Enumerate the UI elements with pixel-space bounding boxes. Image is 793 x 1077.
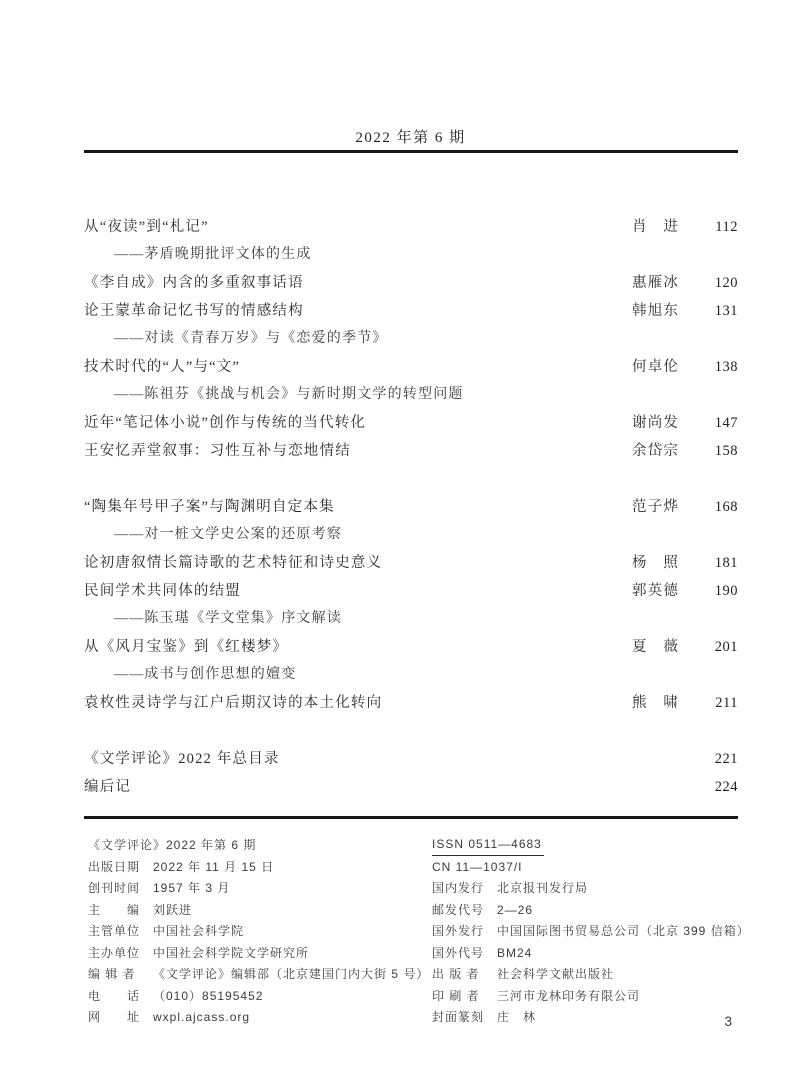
colophon-row-label: 主办单位 xyxy=(88,945,141,960)
page-number: 3 xyxy=(724,1014,732,1029)
toc-entry-row xyxy=(84,353,738,381)
toc-entry-title: 从“夜读”到“札记” xyxy=(84,219,209,235)
toc-entry-subtitle: ——陈祖芬《挑战与机会》与新时期文学的转型问题 xyxy=(114,387,464,402)
toc-entry-page-number: 131 xyxy=(714,303,738,319)
toc-entry-row xyxy=(84,577,738,605)
colophon-row xyxy=(88,986,432,1008)
toc-entry-author: 夏 薇 xyxy=(632,639,680,655)
toc-entry-subtitle-row xyxy=(84,521,738,549)
toc-entry-page-number: 138 xyxy=(714,359,738,375)
toc-entry-title: 从《风月宝鉴》到《红楼梦》 xyxy=(84,639,289,655)
toc-entry-row xyxy=(84,689,738,717)
toc-entry-page-number: 112 xyxy=(715,219,738,235)
toc-entry-row xyxy=(84,745,738,773)
toc-entry-page-number: 224 xyxy=(714,779,738,795)
colophon-issue-line: 《文学评论》2022 年第 6 期 xyxy=(88,838,257,852)
toc-entry-page-number: 201 xyxy=(714,639,738,655)
toc-entry-page-number: 158 xyxy=(714,443,738,459)
toc-entry-row xyxy=(84,437,738,465)
colophon-row-label: 出版日期 xyxy=(88,859,141,874)
colophon-row-label: 邮发代号 xyxy=(432,902,485,917)
toc-entry-row xyxy=(84,409,738,437)
toc-entry-page-number: 190 xyxy=(714,583,738,599)
toc-entry-author: 范子烨 xyxy=(632,499,680,515)
colophon-row-value: 2022 年 11 月 15 日 xyxy=(153,859,275,874)
toc-entry-author: 谢尚发 xyxy=(632,415,680,431)
colophon-row xyxy=(432,986,750,1008)
toc-entry-row xyxy=(84,297,738,325)
colophon-row-value: 中国国际图书贸易总公司（北京 399 信箱） xyxy=(497,924,750,938)
toc-entry-author: 余岱宗 xyxy=(632,443,680,459)
colophon-left-column xyxy=(88,835,432,1029)
toc-entry-title: 民间学术共同体的结盟 xyxy=(84,583,241,599)
colophon-row xyxy=(88,943,432,965)
toc-entry-author: 韩旭东 xyxy=(632,303,680,319)
toc-entry-title: 王安忆弄堂叙事：习性互补与恋地情结 xyxy=(84,443,351,459)
toc-entry-page-number: 221 xyxy=(714,751,738,767)
cn-number: CN 11—1037/I xyxy=(432,859,523,874)
colophon-row xyxy=(432,943,750,965)
toc-entry-author: 何卓伦 xyxy=(632,359,680,375)
colophon-row-label: 电 话 xyxy=(88,988,141,1003)
colophon-row-value: （010）85195452 xyxy=(153,988,264,1003)
toc-entry-subtitle-row xyxy=(84,381,738,409)
colophon-row-label: 主 编 xyxy=(88,902,141,917)
toc-entry-subtitle: ——对读《青春万岁》与《恋爱的季节》 xyxy=(114,331,388,346)
colophon-row-label: 创刊时间 xyxy=(88,881,141,895)
colophon-row-label: 封面篆刻 xyxy=(432,1010,485,1024)
colophon-rule xyxy=(84,816,738,819)
toc-entry-title: 技术时代的“人”与“文” xyxy=(84,359,241,375)
colophon-row xyxy=(432,964,750,986)
colophon-row-value: 北京报刊发行局 xyxy=(497,881,589,895)
colophon-row-value: 刘跃进 xyxy=(153,902,193,917)
colophon-row-value: 社会科学文献出版社 xyxy=(497,967,615,981)
toc-entry-row xyxy=(84,213,738,241)
toc-entry-author: 杨 照 xyxy=(632,555,680,571)
toc-entry-author: 郭英德 xyxy=(632,583,680,599)
toc-entry-subtitle: ——成书与创作思想的嬗变 xyxy=(114,667,297,682)
toc-entry-subtitle: ——陈玉璂《学文堂集》序文解读 xyxy=(114,611,342,626)
colophon-right-rows xyxy=(432,878,750,1029)
toc-entry-row xyxy=(84,549,738,577)
toc-entry-subtitle: ——对一桩文学史公案的还原考察 xyxy=(114,527,342,542)
colophon-row xyxy=(88,1007,432,1029)
toc-entry-title: 论初唐叙情长篇诗歌的艺术特征和诗史意义 xyxy=(84,555,383,571)
colophon-row-value: wxpl.ajcass.org xyxy=(153,1010,251,1024)
issn-number: ISSN 0511—4683 xyxy=(432,835,544,856)
colophon-row xyxy=(88,964,432,986)
toc-entry-row xyxy=(84,633,738,661)
toc-entry-author: 惠雁冰 xyxy=(632,275,680,291)
colophon-row-label: 国外代号 xyxy=(432,945,485,960)
colophon-row xyxy=(88,900,432,922)
toc-entry-page-number: 168 xyxy=(714,499,738,515)
colophon-row-label: 网 址 xyxy=(88,1010,141,1024)
toc-entry-title: 《李自成》内含的多重叙事话语 xyxy=(84,275,304,291)
colophon-row-value: 三河市龙林印务有限公司 xyxy=(497,988,641,1003)
toc-entry-subtitle-row xyxy=(84,325,738,353)
colophon-row xyxy=(88,921,432,943)
toc-entry-row xyxy=(84,493,738,521)
toc-entry-title: 袁枚性灵诗学与江户后期汉诗的本土化转向 xyxy=(84,695,383,711)
toc-entry-subtitle-row xyxy=(84,241,738,269)
colophon-row xyxy=(432,900,750,922)
toc-entry-page-number: 147 xyxy=(714,415,738,431)
colophon-row-label: 国外发行 xyxy=(432,924,485,938)
colophon-row xyxy=(432,1007,750,1029)
issue-header: 2022 年第 6 期 xyxy=(355,130,466,146)
toc-entry-page-number: 120 xyxy=(714,275,738,291)
colophon-row-label: 印 刷 者 xyxy=(432,988,480,1003)
colophon-row-value: 庄 林 xyxy=(497,1010,537,1024)
colophon-row xyxy=(432,921,750,943)
colophon-row-value: 中国社会科学院文学研究所 xyxy=(153,945,310,960)
colophon-right-column xyxy=(432,835,750,1029)
issn-line xyxy=(432,835,750,857)
colophon-row-value: BM24 xyxy=(497,945,533,960)
colophon-row-label: 主管单位 xyxy=(88,924,141,938)
colophon-row-value: 中国社会科学院 xyxy=(153,924,245,938)
toc-entry-row xyxy=(84,773,738,801)
colophon-row-label: 编 辑 者 xyxy=(88,967,136,981)
colophon-row-value: 《文学评论》编辑部（北京建国门内大街 5 号） xyxy=(153,967,430,981)
toc-entry-author: 肖 进 xyxy=(632,219,680,235)
colophon-row xyxy=(88,878,432,900)
colophon-row xyxy=(88,857,432,879)
toc-entry-title: “陶集年号甲子案”与陶渊明自定本集 xyxy=(84,499,335,515)
toc-entry-title: 编后记 xyxy=(84,779,132,795)
toc-entry-page-number: 211 xyxy=(715,695,738,711)
colophon-row xyxy=(432,878,750,900)
toc-entry-title: 近年“笔记体小说”创作与传统的当代转化 xyxy=(84,415,367,431)
toc-entry-author: 熊 啸 xyxy=(632,695,680,711)
toc-entry-row xyxy=(84,269,738,297)
colophon-row-label: 国内发行 xyxy=(432,881,485,895)
colophon-row-value: 1957 年 3 月 xyxy=(153,881,231,895)
header-rule xyxy=(84,150,738,153)
colophon-left-rows xyxy=(88,857,432,1029)
toc-entry-title: 论王蒙革命记忆书写的情感结构 xyxy=(84,303,304,319)
toc-entry-subtitle: ——茅盾晚期批评文体的生成 xyxy=(114,247,312,262)
toc-entry-page-number: 181 xyxy=(714,555,738,571)
toc-entry-subtitle-row xyxy=(84,605,738,633)
colophon xyxy=(88,835,750,1029)
toc-list xyxy=(84,213,738,801)
toc-entry-subtitle-row xyxy=(84,661,738,689)
colophon-row-label: 出 版 者 xyxy=(432,967,480,981)
toc-entry-title: 《文学评论》2022 年总目录 xyxy=(84,751,280,767)
colophon-row-value: 2—26 xyxy=(497,902,534,917)
